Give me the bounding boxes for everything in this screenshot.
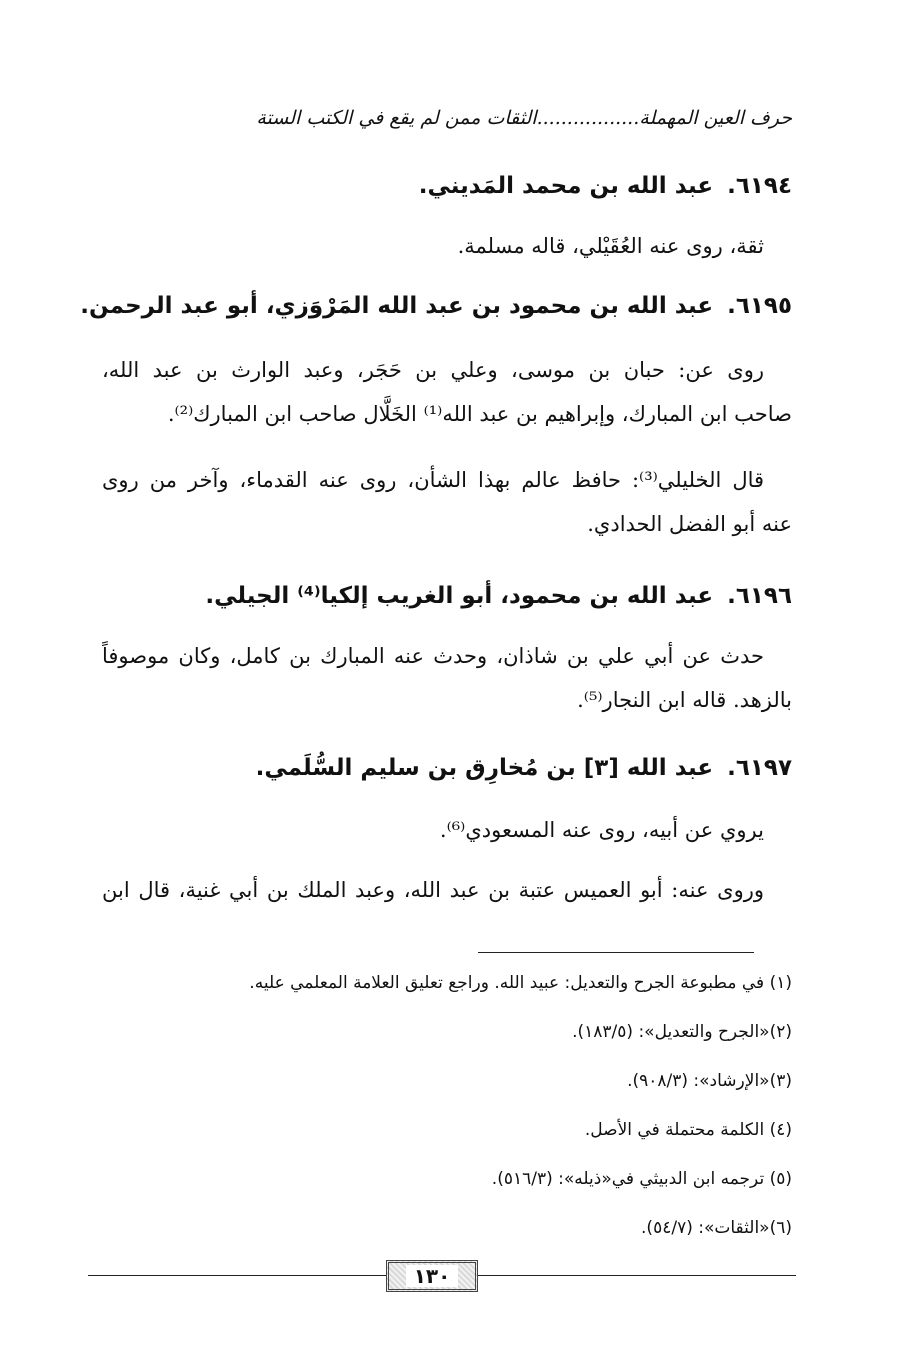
entry-name: عبد الله بن محمود، أبو الغريب إلكيا⁽⁴⁾ الجيلي. [205, 583, 714, 609]
entry-heading [102, 576, 792, 616]
footnote-3: (٣)«الإرشاد»: (٩٠٨/٣). [627, 1071, 792, 1091]
entry-number: ٦١٩٧. [727, 755, 792, 781]
entry-heading [102, 166, 792, 206]
entry-body [102, 458, 792, 546]
footer-rule-right [478, 1275, 796, 1276]
entry-body [102, 224, 792, 268]
entry-name: عبد الله بن محمود بن عبد الله المَرْوَزي، أبو عبد الرحمن. [80, 293, 714, 319]
entry-number: ٦١٩٥. [727, 293, 792, 319]
footnote-1: (١) في مطبوعة الجرح والتعديل: عبيد الله. وراجع تعليق العلامة المعلمي عليه. [249, 973, 792, 993]
paragraph-line: بالزهد. قاله ابن النجار⁽⁵⁾. [577, 688, 792, 712]
entry-body [102, 868, 792, 912]
header-book-title: الثقات ممن لم يقع في الكتب الستة [256, 107, 537, 129]
entry-body [102, 808, 792, 852]
entry-name: عبد الله بن محمد المَديني. [418, 173, 714, 199]
running-header [97, 100, 792, 136]
footnote-6: (٦)«الثقات»: (٥٤/٧). [641, 1218, 792, 1238]
footnote-2: (٢)«الجرح والتعديل»: (١٨٣/٥). [572, 1022, 792, 1042]
paragraph-line: قال الخليلي⁽³⁾: حافظ عالم بهذا الشأن، روى عنه القدماء، وآخر من روى [102, 468, 765, 492]
header-chapter: حرف العين المهملة [639, 107, 792, 129]
entry-heading [102, 748, 792, 788]
entry-heading [80, 286, 792, 326]
paragraph-line: روى عن: حبان بن موسى، وعلي بن حَجَر، وعبد الوارث بن عبد الله، [102, 358, 764, 382]
paragraph-line: عنه أبو الفضل الحدادي. [587, 512, 792, 536]
entry-name: عبد الله [٣] بن مُخارِق بن سليم السُّلَمي. [255, 755, 714, 781]
paragraph-line: حدث عن أبي علي بن شاذان، وحدث عنه المبارك بن كامل، وكان موصوفاً [102, 644, 764, 668]
paragraph-line: وروى عنه: أبو العميس عتبة بن عبد الله، وعبد الملك بن أبي غنية، قال ابن [102, 878, 764, 902]
paragraph-line: ثقة، روى عنه العُقَيْلي، قاله مسلمة. [457, 234, 764, 258]
footer-rule-left [88, 1275, 386, 1276]
entry-number: ٦١٩٤. [727, 173, 792, 199]
entry-body [102, 634, 792, 722]
entry-body [102, 348, 792, 436]
page-number-frame [386, 1260, 478, 1292]
page-number: ١٣٠ [406, 1265, 459, 1287]
footnotes [102, 966, 792, 1260]
footnote-4: (٤) الكلمة محتملة في الأصل. [584, 1120, 792, 1140]
entry-number: ٦١٩٦. [727, 583, 792, 609]
paragraph-line: صاحب ابن المبارك، وإبراهيم بن عبد الله⁽¹⁾ الخَلَّال صاحب ابن المبارك⁽²⁾. [167, 402, 792, 426]
header-dots: ................. [536, 107, 640, 129]
footnote-5: (٥) ترجمه ابن الدبيثي في«ذيله»: (٥١٦/٣). [491, 1169, 792, 1189]
footnote-separator [478, 952, 754, 953]
paragraph-line: يروي عن أبيه، روى عنه المسعودي⁽⁶⁾. [439, 818, 764, 842]
